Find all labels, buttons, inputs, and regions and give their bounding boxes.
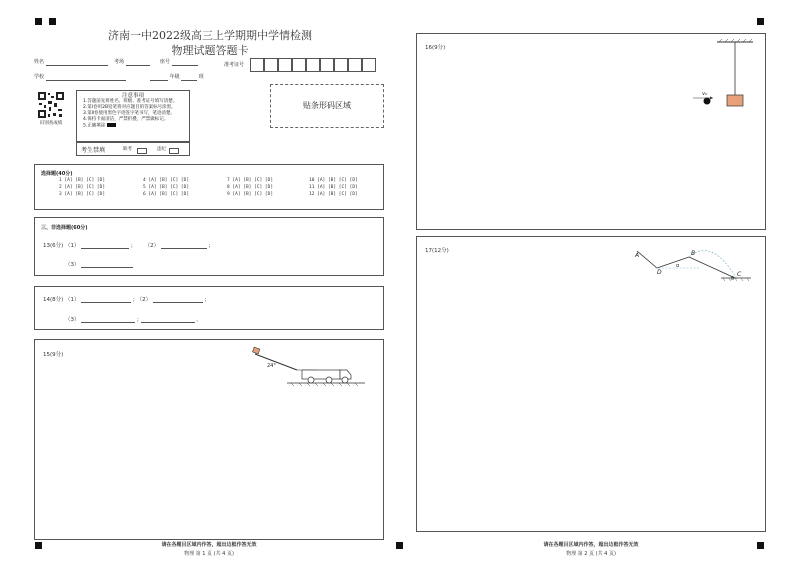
q14-line2[interactable]: （3） ; 。 (65, 317, 202, 323)
q16-label: 16(9分) (425, 45, 446, 51)
q15-label: 15(9分) (43, 352, 64, 358)
choice-row[interactable]: 7 [A] [B] [C] [D] (227, 178, 274, 183)
q15-answer-area[interactable] (34, 339, 384, 540)
exam-id-label: 准考证号 (224, 62, 245, 68)
q16-answer-area[interactable] (416, 33, 766, 230)
q17-label: 17(12分) (425, 248, 449, 254)
notice-item: 1.答题前先将姓名、班级、准考证号填写清楚。 (83, 99, 178, 104)
filled-bubble-example (107, 123, 116, 127)
choice-row[interactable]: 5 [A] [B] [C] [D] (143, 185, 190, 190)
page-number: 物理 第 2 页 (共 4 页) (566, 551, 616, 557)
page-subtitle: 物理试题答题卡 (171, 44, 249, 57)
registration-mark (49, 18, 56, 25)
notice-item: 4.保持卡面清洁，严禁折叠，严禁做标记。 (83, 117, 169, 122)
q15-figure-truck-incline (247, 346, 367, 386)
choice-row[interactable]: 6 [A] [B] [C] [D] (143, 192, 190, 197)
name-field[interactable]: 姓名 (34, 59, 108, 66)
choice-row[interactable]: 8 [A] [B] [C] [D] (227, 185, 274, 190)
registration-mark (35, 18, 42, 25)
q16-velocity-label: v₀ (702, 91, 707, 97)
notice-item: 2.第Ⅰ卷用2B铅笔将对应题目的答案标号涂黑。 (83, 105, 176, 110)
footer-warning: 请在各题目区域内作答，超出边框作答无效 (161, 542, 257, 548)
barcode-area: 贴条形码区域 (270, 84, 384, 128)
school-field[interactable]: 学校 (34, 74, 126, 81)
exam-status-box: 考生禁填 缺考 违纪 (76, 142, 190, 156)
notice-item: 5.正确填涂 (77, 123, 189, 130)
qr-code (37, 91, 65, 119)
choice-row[interactable]: 10 [A] [B] [C] [D] (309, 178, 358, 183)
choice-row[interactable]: 4 [A] [B] [C] [D] (143, 178, 190, 183)
section-title: 选择题(40分) (41, 171, 73, 177)
alpha-angle-label: α (676, 263, 680, 269)
q14-box (34, 286, 384, 330)
choice-row[interactable]: 12 [A] [B] [C] [D] (309, 192, 358, 197)
registration-mark (396, 542, 403, 549)
qr-caption: 识别查成绩 (39, 121, 63, 126)
point-d-label: D (657, 269, 662, 276)
point-c-label: C (737, 271, 742, 278)
q13-box (34, 217, 384, 276)
section-title: 三、非选择题(60分) (41, 225, 88, 231)
q17-answer-area[interactable] (416, 236, 766, 532)
choice-row[interactable]: 11 [A] [B] [C] [D] (309, 185, 358, 190)
q15-angle-label: 24° (267, 363, 276, 369)
multiple-choice-section (34, 164, 384, 210)
page-number: 物理 第 1 页 (共 4 页) (184, 551, 234, 557)
notice-item: 3.第Ⅱ卷使用黑色字迹签字笔书写，笔迹清楚。 (83, 111, 176, 116)
page-title: 济南一中2022级高三上学期期中学情检测 (108, 29, 312, 42)
point-a-label: A (635, 252, 640, 259)
footer-warning: 请在各题目区域内作答，超出边框作答无效 (543, 542, 639, 548)
absent-checkbox[interactable] (137, 148, 147, 154)
violation-checkbox[interactable] (169, 148, 179, 154)
q13-line1[interactable]: 13(6分) （1） ; （2） ; (43, 243, 211, 249)
theta-angle-label: θ (731, 276, 735, 282)
choice-row[interactable]: 1 [A] [B] [C] [D] (59, 178, 106, 183)
q13-line2[interactable]: （3） (65, 260, 133, 268)
choice-row[interactable]: 2 [A] [B] [C] [D] (59, 185, 106, 190)
point-b-label: B (691, 250, 696, 257)
room-field[interactable]: 考场 (114, 59, 150, 66)
choice-row[interactable]: 3 [A] [B] [C] [D] (59, 192, 106, 197)
registration-mark (757, 18, 764, 25)
grade-field[interactable]: 年级 班 (150, 74, 204, 81)
choice-row[interactable]: 9 [A] [B] [C] [D] (227, 192, 274, 197)
q14-line1[interactable]: 14(8分) （1） ; （2） ; (43, 297, 207, 303)
notice-box (76, 90, 190, 142)
seat-field[interactable]: 座号 (160, 59, 198, 66)
notice-title: 注意事项 (121, 93, 144, 99)
q16-figure-pendulum (687, 36, 757, 116)
